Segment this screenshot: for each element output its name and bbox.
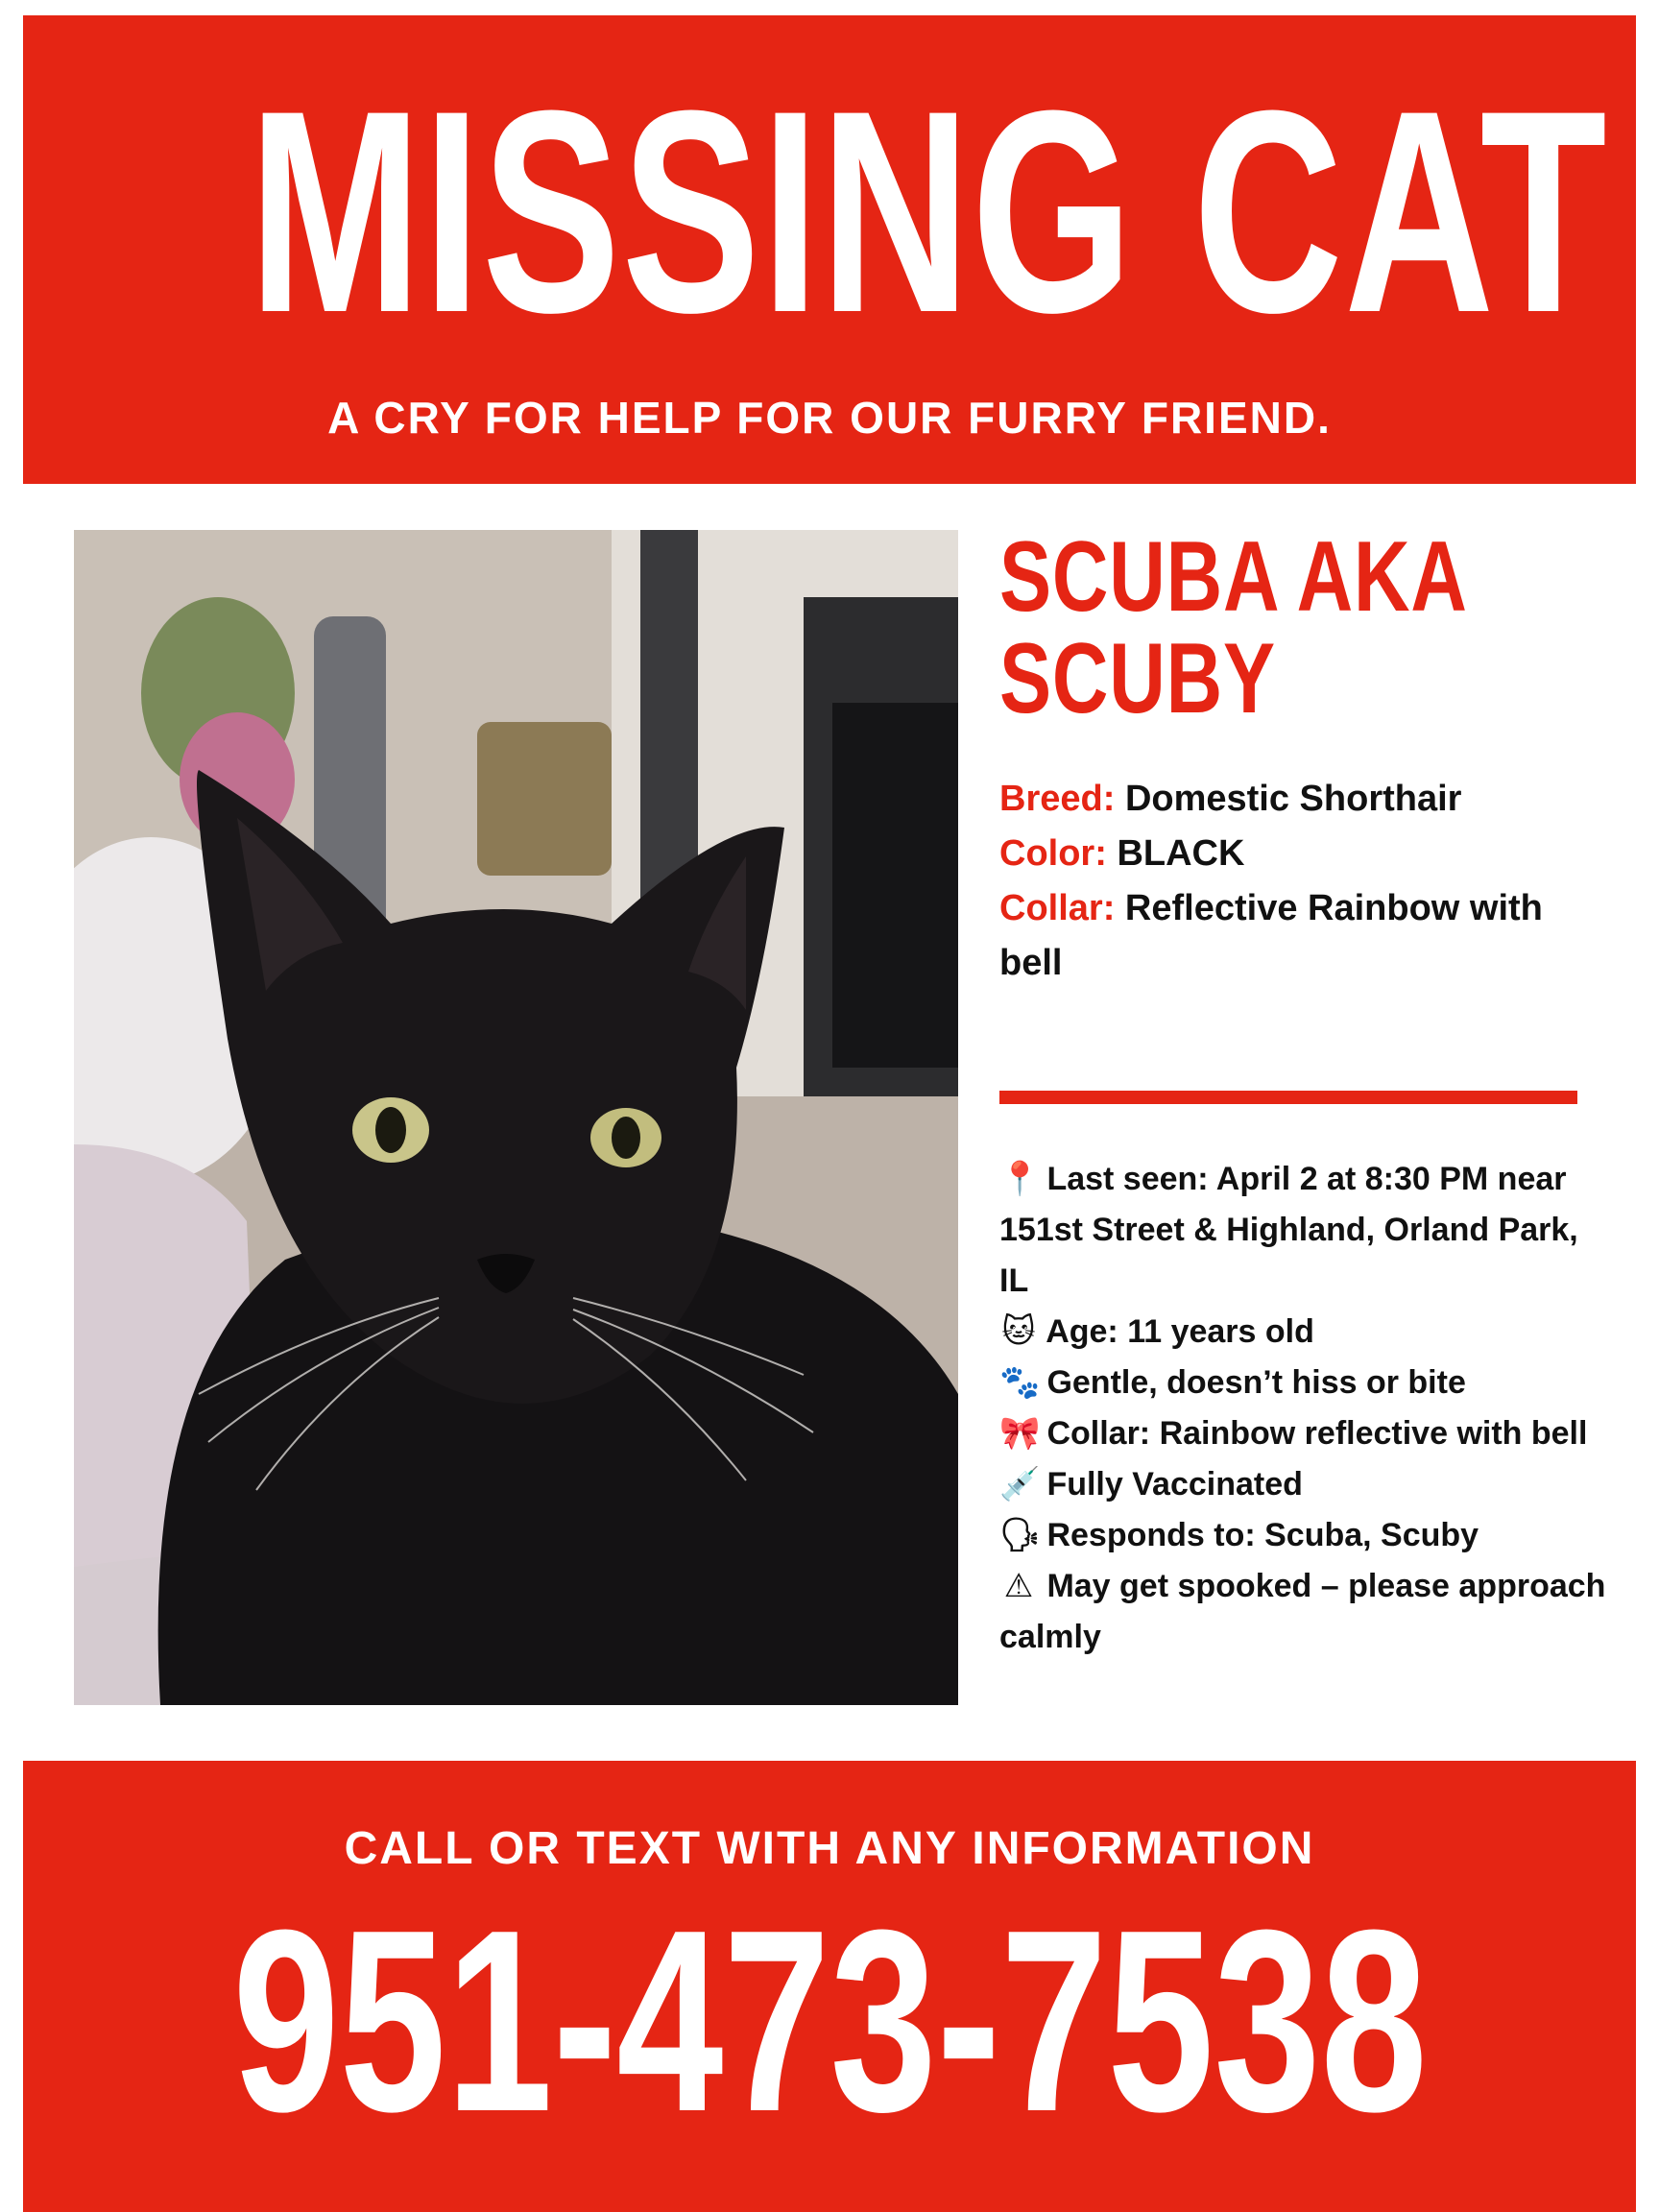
detail-text: Fully Vaccinated [1046,1466,1303,1503]
attribute-value: BLACK [1117,833,1245,874]
detail-text: Collar: Rainbow reflective with bell [1046,1415,1588,1452]
cat-photo [74,530,958,1705]
attribute-label: Breed: [999,779,1116,819]
attribute-value: Domestic Shorthair [1124,779,1462,819]
divider [999,1091,1577,1104]
detail-text: Responds to: Scuba, Scuby [1046,1517,1479,1553]
attribute-color [999,827,1614,881]
attribute-breed [999,772,1614,827]
cat-name-line2: SCUBY [999,623,1276,734]
detail-text: Gentle, doesn’t hiss or bite [1046,1364,1466,1401]
pin-icon: 📍 [999,1160,1041,1198]
attribute-list [999,772,1614,991]
footer-banner [23,1761,1636,2212]
page-subtitle: A CRY FOR HELP FOR OUR FURRY FRIEND. [327,393,1332,443]
call-to-action: CALL OR TEXT WITH ANY INFORMATION [344,1823,1315,1874]
details-list [999,1154,1614,1663]
detail-warning [999,1561,1614,1663]
detail-text: Age: 11 years old [1046,1313,1314,1350]
attribute-label: Collar: [999,888,1116,928]
warning-icon: ⚠ [1003,1567,1034,1605]
detail-vaccinated [999,1459,1614,1510]
phone-number[interactable]: 951-473-7538 [232,1877,1428,2166]
detail-temperament [999,1358,1614,1408]
cat-face-icon: 🐱 [1001,1312,1036,1351]
page-title: MISSING CAT [249,50,1609,373]
detail-text: Last seen: April 2 at 8:30 PM near 151st Street & Highland, Orland Park, IL [999,1161,1578,1299]
attribute-value: Reflective Rainbow with bell [999,888,1543,983]
detail-text: May get spooked – please approach calmly [999,1568,1606,1655]
syringe-icon: 💉 [999,1465,1041,1503]
header-banner [23,15,1636,484]
speaking-head-icon: 🗣 [999,1516,1042,1554]
cat-name-line1: SCUBA AKA [999,521,1468,633]
detail-age [999,1307,1614,1358]
attribute-collar [999,881,1614,991]
cat-name [999,521,1479,734]
cat-illustration [74,530,958,1705]
attribute-label: Color: [999,833,1107,874]
detail-last-seen [999,1154,1614,1307]
detail-collar [999,1408,1614,1459]
ribbon-icon: 🎀 [999,1414,1041,1453]
paw-prints-icon: 🐾 [999,1363,1041,1402]
detail-responds-to [999,1510,1614,1561]
